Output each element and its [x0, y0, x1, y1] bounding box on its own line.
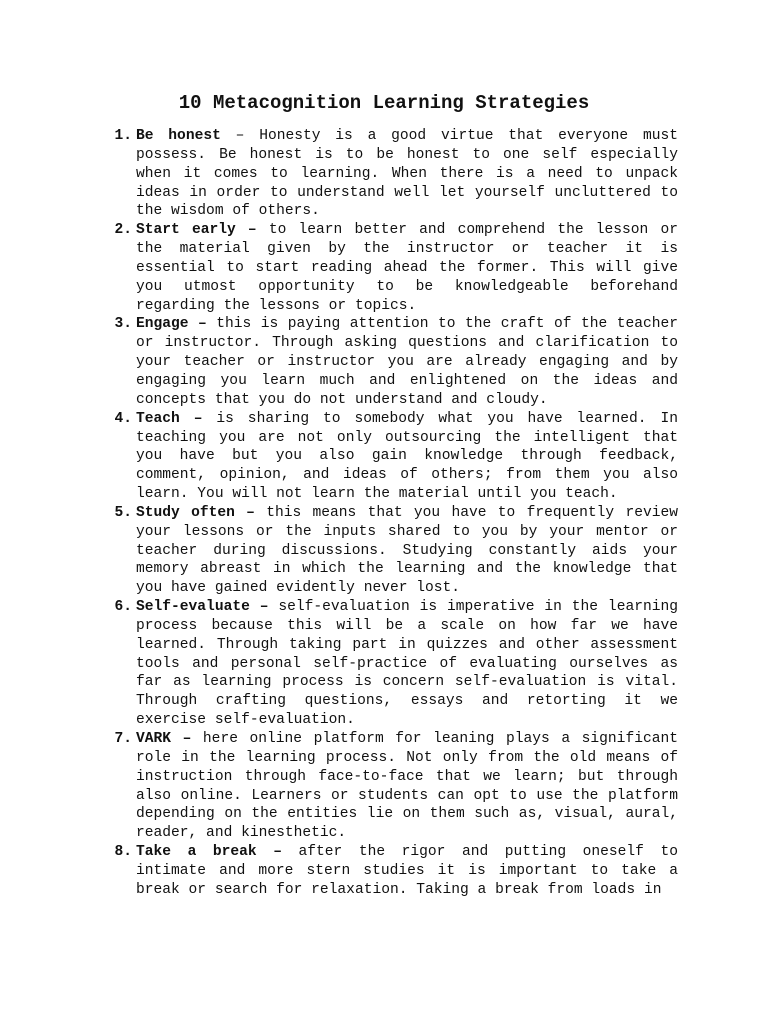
item-term: Self-evaluate – [136, 599, 269, 616]
strategy-item-take-a-break [108, 843, 678, 900]
item-text: this means that you have to frequently review your lessons or the inputs shared to you by your mentor or teacher during discussions. Studying constantly aids your memory abreast in which the learning and the knowledge that you have gained evidently never lost. [136, 504, 678, 597]
strategy-item-be-honest [108, 127, 678, 221]
item-text: to learn better and comprehend the lesson or the material given by the instructor or teacher it is essential to start reading ahead the former. This will give you utmost opportunity to be knowledgeable beforehand regarding the lessons or topics. [136, 222, 678, 314]
item-text: is sharing to somebody what you have learned. In teaching you are not only outsourcing the intelligent that you have but you also gain knowledge through feedback, comment, opinion, and ideas of others; from them you also learn. You will not learn the material until you teach. [136, 410, 678, 503]
item-term: VARK – [136, 731, 192, 747]
item-text: this is paying attention to the craft of the teacher or instructor. Through asking questions and clarification to your teacher or instructor you are already engaging and by engaging you learn much and enlightened on the ideas and concepts that you do not understand and cloudy. [136, 316, 678, 408]
strategy-item-start-early [108, 221, 678, 315]
item-text: – Honesty is a good virtue that everyone must possess. Be honest is to be honest to one self especially when it comes to learning. When there is a need to unpack ideas in order to understand well let yourself uncluttered to the wisdom of others. [136, 128, 678, 220]
item-text: after the rigor and putting oneself to intimate and more stern studies it is important to take a break or search for relaxation. Taking a break from loads in [136, 844, 678, 898]
item-term: Take a break – [136, 844, 282, 861]
item-number: 2. [114, 222, 132, 239]
item-term: Teach – [136, 410, 203, 427]
item-number: 5. [114, 504, 132, 521]
strategy-item-study-often [108, 504, 678, 598]
item-text: self-evaluation is imperative in the learning process because this will be a scale on how far we have learned. Through taking part in quizzes and other assessment tools and personal self-practice of evaluating ourselves as far as learning process is concern self-evaluation is vital. Through crafting questions, essays and retorting it we exercise self-evaluation. [136, 599, 678, 729]
strategy-list [108, 127, 678, 900]
strategy-item-teach [108, 410, 678, 504]
item-term: Engage – [136, 316, 207, 333]
item-number: 1. [114, 128, 132, 144]
strategy-item-vark [108, 730, 678, 843]
item-term: Start early – [136, 222, 257, 239]
strategy-item-self-evaluate [108, 598, 678, 730]
strategy-item-engage [108, 315, 678, 409]
item-number: 4. [114, 410, 132, 427]
item-number: 8. [114, 844, 132, 861]
item-text: here online platform for leaning plays a significant role in the learning process. Not only from the old means of instruction through face-to-face that we learn; but through also online. Learners or students can opt to use the platform depending on the entities lie on them such as, visual, aural, reader, and kinesthetic. [136, 731, 678, 842]
item-term: Study often – [136, 504, 255, 521]
document-title: 10 Metacognition Learning Strategies [178, 92, 590, 114]
item-term: Be honest [136, 128, 221, 144]
item-number: 3. [114, 316, 132, 333]
item-number: 6. [114, 599, 132, 616]
item-number: 7. [114, 731, 132, 747]
